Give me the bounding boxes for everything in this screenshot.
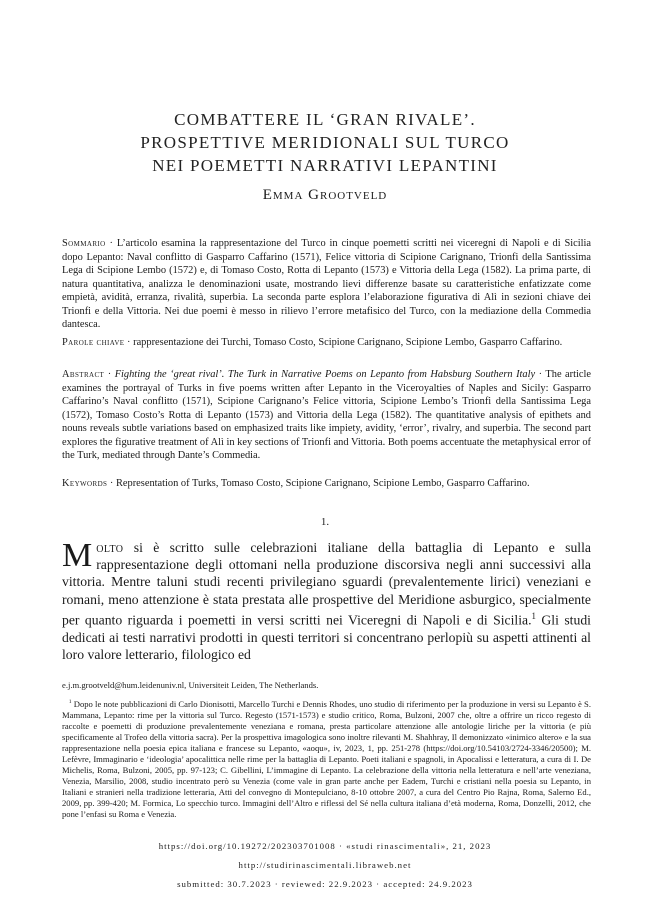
sommario-label: Sommario <box>62 238 106 249</box>
section-number: 1. <box>320 516 330 528</box>
article-title <box>40 108 610 177</box>
author-name: Emma Grootveld <box>262 187 388 203</box>
keywords-label: Keywords <box>62 478 108 489</box>
footnote-ref[interactable]: 1 <box>531 610 536 621</box>
drop-cap: M <box>62 537 93 574</box>
author-email-note: e.j.m.grootveld@hum.leidenuniv.nl, Universiteit Leiden, The Netherlands. <box>62 680 319 690</box>
abstract-label: Abstract <box>62 369 105 380</box>
body-text-1: si è scritto sulle celebrazioni italiane della battaglia di Lepanto e sulla rappresentazione degli ottomani nella produzione discorsiva negli anni successivi alla vittoria. Mentre taluni studi recenti privilegiano sguardi (prevalentemente lirici) veneziani e romani, meno attenzione è stata prestata alle prospettive del Meridione asburgico, specialmente per quanto riguarda i poemetti in versi scritti nei Viceregni di Napoli e di Sicilia. <box>62 540 591 628</box>
abstract-block: Abstract · Fighting the ‘great rival’. The Turk in Narrative Poems on Lepanto from Habsburg Southern Italy · The article examines the portrayal of Turks in five poems written after Lepanto in the Viceroyalties of Naples and Sicily: Gasparro Caffarino’s Naval conflitto (1571), Scipione Carignano’s Felice vittoria, Scipione Lembo’s Trionfi della Santissima Lega (1572), Tomaso Costo’s Rotta di Lepanto (1573) and Vittoria della Lega (1582). The quantitative analysis of epithets and nouns reveals subtle variations based on emphasized traits like impiety, avidity, ‘error’, rivalry, and superbia. The second part explores the figurative treatment of Alì in key sections of Trionfi and Vittoria. Both poems accentuate the metaphysical error of the Turk, mediated through Dante’s Commedia. <box>62 369 592 461</box>
title-line-1: COMBATTERE IL ‘GRAN RIVALE’. <box>174 110 476 129</box>
sommario-text: L’articolo esamina la rappresentazione del Turco in cinque poemetti scritti nei viceregni di Napoli e di Sicilia dopo Lepanto: Naval conflitto di Gasparro Caffarino (1571), Felice vittoria di Scipione Carignano, Trionfi della Santissima Lega di Scipione Lembo (1572) e, di Tomaso Costo, Rotta di Lepanto (1573) e Vittoria della Lega (1582). La prima parte, di natura quantitativa, analizza le denominazioni usate, mostrando lievi differenze basate su caratteristiche enfatizzate come empietà, avidità, erranza, rivalità, superbia. La seconda parte esplora l’elaborazione figurativa di Alì in sezioni chiave dei Trionfi e della Vittoria. Nei due poemi è messo in rilievo l’errore metafisico del Turco, con la mediazione della Commedia dantesca. <box>62 238 591 330</box>
footer-doi[interactable]: https://doi.org/10.19272/202303701008 · «studi rinascimentali», 21, 2023 <box>158 841 492 851</box>
footnote-1 <box>62 697 591 820</box>
body-smallcaps: olto <box>96 540 124 555</box>
parole-chiave-label: Parole chiave <box>62 337 125 348</box>
footer-url[interactable]: http://studirinascimentali.libraweb.net <box>238 860 412 870</box>
sommario-block: Sommario · L’articolo esamina la rappresentazione del Turco in cinque poemetti scritti nei viceregni di Napoli e di Sicilia dopo Lepanto: Naval conflitto di Gasparro Caffarino (1571), Felice vittoria di Scipione Carignano, Trionfi della Santissima Lega di Scipione Lembo (1572) e, di Tomaso Costo, Rotta di Lepanto (1573) e Vittoria della Lega (1582). La prima parte, di natura quantitativa, analizza le denominazioni usate, mostrando lievi differenze basate su caratteristiche enfatizzate come empietà, avidità, erranza, rivalità, superbia. La seconda parte esplora l’elaborazione figurativa di Alì in sezioni chiave dei Trionfi e della Vittoria. Nei due poemi è messo in rilievo l’errore metafisico del Turco, con la mediazione della Commedia dantesca. <box>62 238 591 330</box>
keywords-block: Keywords · Representation of Turks, Tomaso Costo, Scipione Carignano, Scipione Lembo, Gasparro Caffarino. <box>62 478 530 489</box>
footer-dates: submitted: 30.7.2023 · reviewed: 22.9.2023 · accepted: 24.9.2023 <box>177 879 473 889</box>
parole-chiave-block: Parole chiave · rappresentazione dei Turchi, Tomaso Costo, Scipione Carignano, Scipione Lembo, Gasparro Caffarino. <box>62 337 563 348</box>
title-line-2: PROSPETTIVE MERIDIONALI SUL TURCO <box>140 133 510 152</box>
footnote-1-text: Dopo le note pubblicazioni di Carlo Dionisotti, Marcello Turchi e Dennis Rhodes, uno studio di riferimento per la produzione in versi su Lepanto è S. Mammana, Lepanto: rime per la vittoria sul Turco. Regesto (1571-1573) e studio critico, Roma, Bulzoni, 2007 che, oltre a offrire un ricco regesto di raccolte e poemetti di produzione prevalentemente veneziana e romana, presta particolare attenzione alle antologie liriche per la vittoria (e più specificamente al Trofeo della vittoria sacra). Per la prospettiva imagologica sono inoltre rilevanti M. Shahhray, Il demonizzato «inimico altero» e la sua rappresentazione nella poesia epica italiana e francese su Lepanto, «aoqu», iv, 2023, 1, pp. 251-278 (https://doi.org/10.54103/2724-3346/20500); M. Lefèvre, Immaginario e ‘ideologia’ apocalittica nelle rime per la battaglia di Lepanto. Poeti italiani e spagnoli, in Apocalissi e letteratura, a cura di I. De Michelis, Roma, Bulzoni, 2005, pp. 97-123; C. Gibellini, L’immagine di Lepanto. La celebrazione della vittoria nella letteratura e nell’arte veneziana, Venezia, Marsilio, 2008, studio incentrato però su Venezia (come vale in gran parte anche per Eadem, Turchi e cristiani nella poesia su Lepanto, in Italiani e stranieri nella tradizione letteraria, Atti del convegno di Montepulciano, 8-10 ottobre 2007, a cura del Centro Pio Rajna, Roma, Salerno Ed., 2009, pp. 399-420; M. Formica, Lo specchio turco. Immagini dell’Altro e riflessi del Sé nella cultura italiana d’età moderna, Roma, Donzelli, 2012, che pone l’enfasi su Roma e Venezia. <box>62 698 591 819</box>
keywords-text: Representation of Turks, Tomaso Costo, Scipione Carignano, Scipione Lembo, Gasparro Caffarino. <box>115 478 530 489</box>
body-paragraph <box>62 539 591 663</box>
title-line-3: NEI POEMETTI NARRATIVI LEPANTINI <box>152 156 498 175</box>
abstract-heading: Fighting the ‘great rival’. The Turk in Narrative Poems on Lepanto from Habsburg Southern Italy <box>114 369 536 380</box>
footnotes <box>62 680 591 823</box>
body-text-2: Gli studi dedicati ai testi narrativi prodotti in questi territori si concentrano perlopiù su aspetti attinenti al loro valore letterario, filologico ed <box>62 612 591 662</box>
parole-chiave-text: rappresentazione dei Turchi, Tomaso Costo, Scipione Carignano, Scipione Lembo, Gasparro Caffarino. <box>133 337 563 348</box>
abstract-text: The article examines the portrayal of Turks in five poems written after Lepanto in the Viceroyalties of Naples and Sicily: Gasparro Caffarino’s Naval conflitto (1571), Scipione Carignano’s Felice vittoria, Scipione Lembo’s Trionfi della Santissima Lega (1572), Tomaso Costo’s Rotta di Lepanto (1573) and Vittoria della Lega (1582). The quantitative analysis of epithets and nouns reveals subtle variations based on emphasized traits like impiety, avidity, ‘error’, rivalry, and superbia. The second part explores the figurative treatment of Alì in key sections of Trionfi and Vittoria. Both poems accentuate the metaphysical error of the Turk, mediated through Dante’s Commedia. <box>62 369 592 461</box>
footnote-1-number: 1 <box>68 699 72 705</box>
